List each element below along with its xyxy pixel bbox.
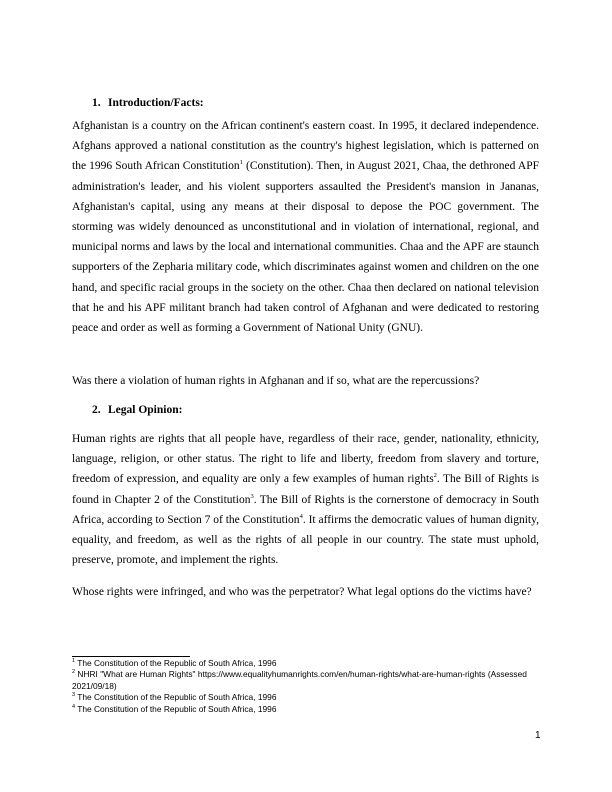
footnote-text: The Constitution of the Republic of South Africa, 1996 — [75, 658, 277, 668]
footnote-text[interactable]: NHRI "What are Human Rights" https://www.equalityhumanrights.com/en/human-rights/what-are-human-rights (Assessed 2021/09/18) — [72, 669, 527, 691]
footnote-ref-1[interactable]: 1 — [239, 159, 243, 167]
intro-text-part2: (Constitution). Then, in August 2021, Chaa, the dethroned APF administration's leader, and his violent supporters assaulted the President's mansion in Jananas, Afghanistan's capital, using any means at their disposal to depose the POC government. The storming was widely denounced as unconstitutional and in violation of international, regional, and municipal norms and laws by the local and international communities. Chaa and the APF are staunch supporters of the Zepharia military code, which discriminates against women and children on the one hand, and specific racial groups in the society on the other. Chaa then declared on national television that he and his APF militant branch had taken control of Afghanan and were dedicated to restoring peace and order as well as forming a Government of National Unity (GNU). — [72, 160, 539, 335]
legal-text-part3: . The Bill of Rights is the cornerstone of democracy in South Africa, according to Section 7 of the Constitution — [72, 493, 539, 526]
footnote-ref-2[interactable]: 2 — [433, 472, 437, 480]
footnote-separator — [72, 656, 190, 657]
page-number: 1 — [535, 730, 541, 741]
section-title: Legal Opinion: — [108, 404, 183, 416]
section-heading-legal-opinion — [92, 404, 182, 416]
legal-text-part4: . It affirms the democratic values of human dignity, equality, and freedom, as well as the rights of all people in our country. The state must uphold, preserve, promote, and implement the rights. — [72, 513, 539, 567]
footnote-ref-3[interactable]: 3 — [250, 492, 254, 500]
footnote-ref-4[interactable]: 4 — [299, 512, 303, 520]
section-heading-introduction — [92, 97, 204, 109]
footnote-mark: 3 — [72, 692, 76, 699]
introduction-paragraph — [72, 116, 539, 338]
legal-opinion-question: Whose rights were infringed, and who was the perpetrator? What legal options do the victims have? — [72, 586, 532, 598]
intro-text-part1: Afghanistan is a country on the African continent's eastern coast. In 1995, it declared independence. Afghans approved a national constitution as the country's highest legislation, which is patterned on the 1996 South African Constitution — [72, 120, 539, 173]
section-number: 2. — [92, 404, 101, 416]
footnote-text: The Constitution of the Republic of South Africa, 1996 — [75, 703, 277, 714]
footnote-2 — [72, 669, 542, 692]
footnote-1 — [72, 658, 542, 669]
footnote-mark: 4 — [72, 703, 76, 710]
section-number: 1. — [92, 97, 101, 109]
section-title: Introduction/Facts: — [108, 97, 204, 109]
footnote-3 — [72, 692, 542, 703]
footnote-4 — [72, 704, 542, 715]
footnotes — [72, 658, 542, 715]
introduction-question: Was there a violation of human rights in Afghanan and if so, what are the repercussions? — [72, 375, 480, 387]
footnote-mark: 2 — [72, 669, 76, 676]
legal-text-part2: . The Bill of Rights is found in Chapter 2 of the Constitution — [72, 473, 539, 506]
footnote-text: The Constitution of the Republic of South Africa, 1996 — [75, 692, 277, 703]
footnote-mark: 1 — [72, 658, 76, 665]
legal-opinion-paragraph — [72, 429, 539, 570]
legal-text-part1: Human rights are rights that all people have, regardless of their race, gender, nationality, ethnicity, language, religion, or other status. The right to life and liberty, freedom from slavery and torture, freedom of expression, and equality are only a few examples of human rights — [72, 433, 539, 486]
